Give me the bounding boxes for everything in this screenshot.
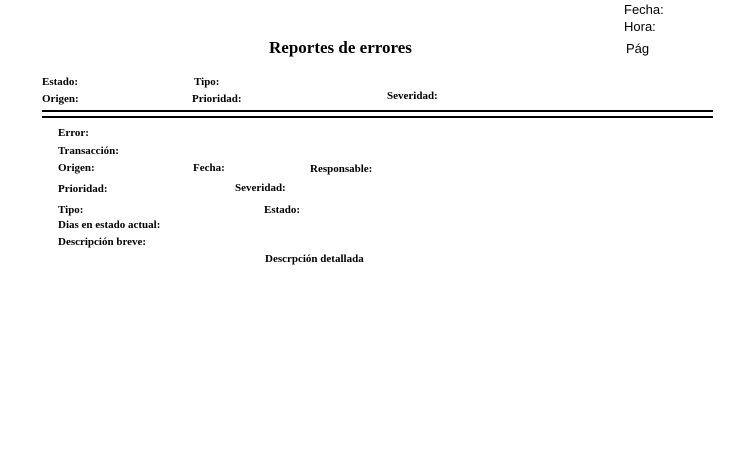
report-title: Reportes de errores (269, 38, 412, 57)
transaccion-label: Transacción: (58, 145, 119, 157)
fecha-label: Fecha: (624, 2, 664, 17)
separator-line-bottom (42, 116, 713, 118)
filter-tipo-label: Tipo: (194, 76, 220, 88)
page-label: Pág (626, 41, 650, 56)
filter-origen-label: Origen: (42, 93, 79, 105)
severidad-label: Severidad: (235, 182, 286, 194)
hora-label: Hora: (624, 19, 656, 34)
dias-estado-label: Dias en estado actual: (58, 219, 161, 231)
fecha-detail-label: Fecha: (193, 162, 225, 174)
descripcion-detallada-label: Descrpción detallada (265, 253, 364, 265)
estado-label: Estado: (264, 204, 301, 216)
prioridad-label: Prioridad: (58, 183, 108, 195)
filter-estado-label: Estado: (42, 76, 79, 88)
separator-line-top (42, 110, 713, 112)
descripcion-breve-label: Descripción breve: (58, 236, 147, 248)
filter-severidad-label: Severidad: (387, 90, 438, 102)
error-label: Error: (58, 127, 89, 139)
responsable-label: Responsable: (310, 163, 373, 175)
filter-prioridad-label: Prioridad: (192, 93, 242, 105)
origen-label: Origen: (58, 162, 95, 174)
tipo-label: Tipo: (58, 204, 84, 216)
